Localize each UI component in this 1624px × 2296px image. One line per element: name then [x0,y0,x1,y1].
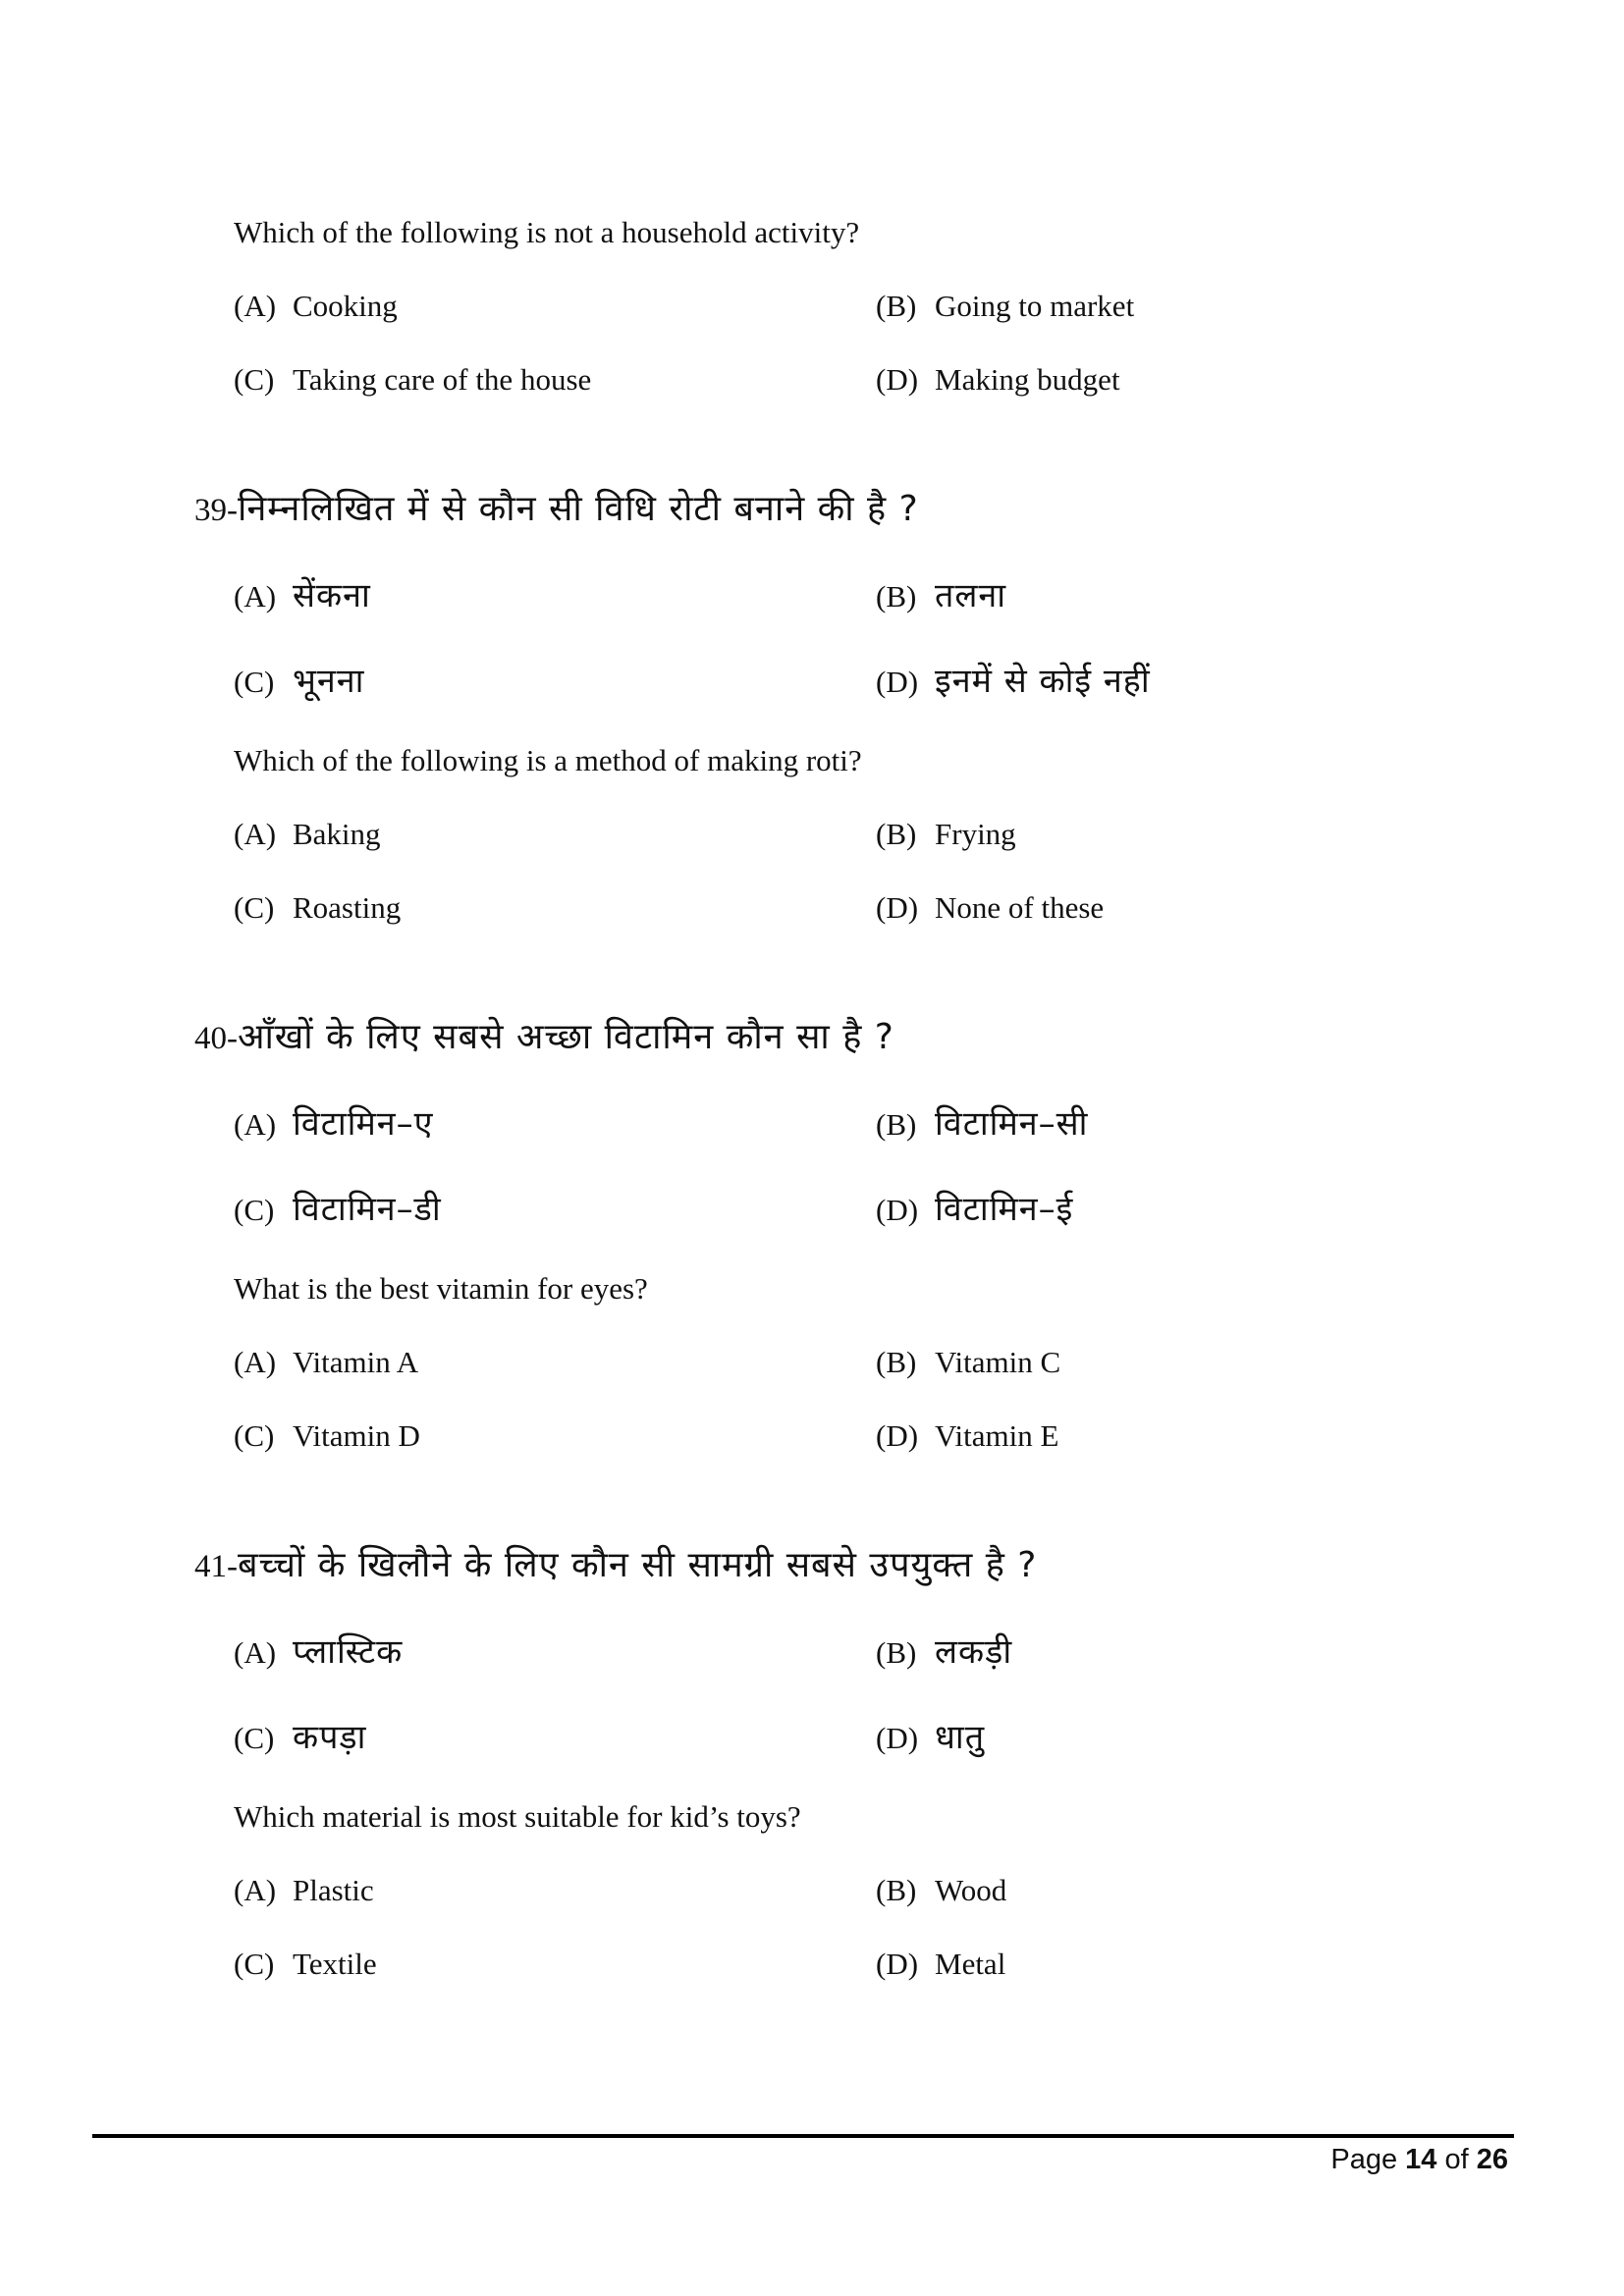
option-label: (B) [876,1873,917,1907]
option-label: (A) [234,1345,277,1379]
question-text-en: What is the best vitamin for eyes? [234,1271,648,1306]
option-a-hi [234,1099,433,1145]
option-label: (A) [234,1873,277,1907]
option-label: (B) [876,289,917,323]
option-label: (C) [234,1947,275,1981]
page-total: 26 [1476,2144,1508,2175]
question-text-en: Which material is most suitable for kid’s toys? [234,1799,801,1834]
option-label: (C) [234,362,275,397]
option-text: Metal [935,1947,1006,1981]
question-text-hi [194,1539,1037,1587]
option-a [234,817,381,852]
option-label: (B) [876,1107,917,1142]
option-d-hi [876,1713,985,1758]
option-text: धातु [935,1718,986,1757]
option-b-hi [876,571,1006,616]
option-c-hi [234,1713,366,1758]
option-label: (A) [234,1635,277,1670]
option-c-hi [234,657,364,702]
option-text: Vitamin D [293,1418,420,1453]
option-label: (A) [234,579,277,614]
option-text: Vitamin C [935,1345,1061,1379]
option-label: (A) [234,289,277,323]
option-text: Taking care of the house [293,362,592,397]
option-a-hi [234,571,371,616]
option-text: सेंकना [293,576,371,615]
footer-divider [92,2134,1514,2138]
option-b [876,1345,1060,1380]
option-text: Wood [935,1873,1007,1907]
option-d-hi [876,657,1151,702]
option-label: (B) [876,1345,917,1379]
question-text-hi [194,483,919,531]
option-label: (C) [234,1193,275,1227]
option-label: (A) [234,817,277,851]
question-number: 41- [194,1549,238,1584]
option-label: (D) [876,362,919,397]
option-text: लकड़ी [935,1632,1013,1672]
option-label: (D) [876,1947,919,1981]
page-number [1330,2144,1508,2176]
option-text: Cooking [293,289,398,323]
option-text: विटामिन–सी [935,1104,1089,1144]
option-text: Textile [293,1947,377,1981]
option-d [876,1418,1058,1454]
question-text-en: Which of the following is a method of making roti? [234,743,862,777]
option-label: (A) [234,1107,277,1142]
option-b [876,289,1134,324]
option-label: (C) [234,1418,275,1453]
page-current: 14 [1405,2144,1437,2175]
option-text: Roasting [293,890,402,925]
option-label: (B) [876,1635,917,1670]
option-label: (D) [876,1721,919,1755]
option-label: (C) [234,665,275,699]
option-d [876,1947,1005,1982]
option-text: Plastic [293,1873,374,1907]
option-text: Going to market [935,289,1135,323]
option-label: (D) [876,1418,919,1453]
option-b [876,817,1016,852]
option-c [234,1418,420,1454]
option-a-hi [234,1628,403,1673]
option-text: विटामिन–ई [935,1190,1074,1229]
option-d [876,362,1120,398]
option-text: Baking [293,817,381,851]
option-d [876,890,1104,926]
option-b-hi [876,1099,1088,1145]
option-b [876,1873,1006,1908]
option-c [234,1947,377,1982]
option-label: (D) [876,1193,919,1227]
option-a [234,289,398,324]
option-label: (B) [876,579,917,614]
page-prefix: Page [1330,2144,1398,2175]
option-d-hi [876,1185,1073,1230]
option-label: (C) [234,1721,275,1755]
option-label: (C) [234,890,275,925]
option-b-hi [876,1628,1012,1673]
option-label: (D) [876,890,919,925]
question-hindi: निम्नलिखित में से कौन सी विधि रोटी बनाने की है ? [238,489,919,529]
option-text: कपड़ा [293,1718,367,1757]
option-text: Vitamin A [293,1345,419,1379]
option-text: इनमें से कोई नहीं [935,662,1151,701]
option-text: Frying [935,817,1016,851]
question-number: 40- [194,1021,238,1056]
option-c-hi [234,1185,442,1230]
option-text: प्लास्टिक [293,1632,404,1672]
option-label: (D) [876,665,919,699]
question-hindi: बच्चों के खिलौने के लिए कौन सी सामग्री सबसे उपयुक्त है ? [238,1545,1038,1585]
question-hindi: आँखों के लिए सबसे अच्छा विटामिन कौन सा है ? [238,1017,894,1057]
option-c [234,362,591,398]
option-text: विटामिन–डी [293,1190,442,1229]
option-text: Vitamin E [935,1418,1059,1453]
option-text: Making budget [935,362,1120,397]
question-number: 39- [194,493,238,528]
option-a [234,1873,374,1908]
question-text-hi [194,1011,894,1059]
option-a [234,1345,418,1380]
option-c [234,890,401,926]
option-text: भूनना [293,662,365,701]
option-text: तलना [935,576,1007,615]
question-text-en: Which of the following is not a household activity? [234,215,860,249]
option-text: None of these [935,890,1105,925]
option-text: विटामिन–ए [293,1104,434,1144]
option-label: (B) [876,817,917,851]
page-of: of [1444,2144,1469,2175]
